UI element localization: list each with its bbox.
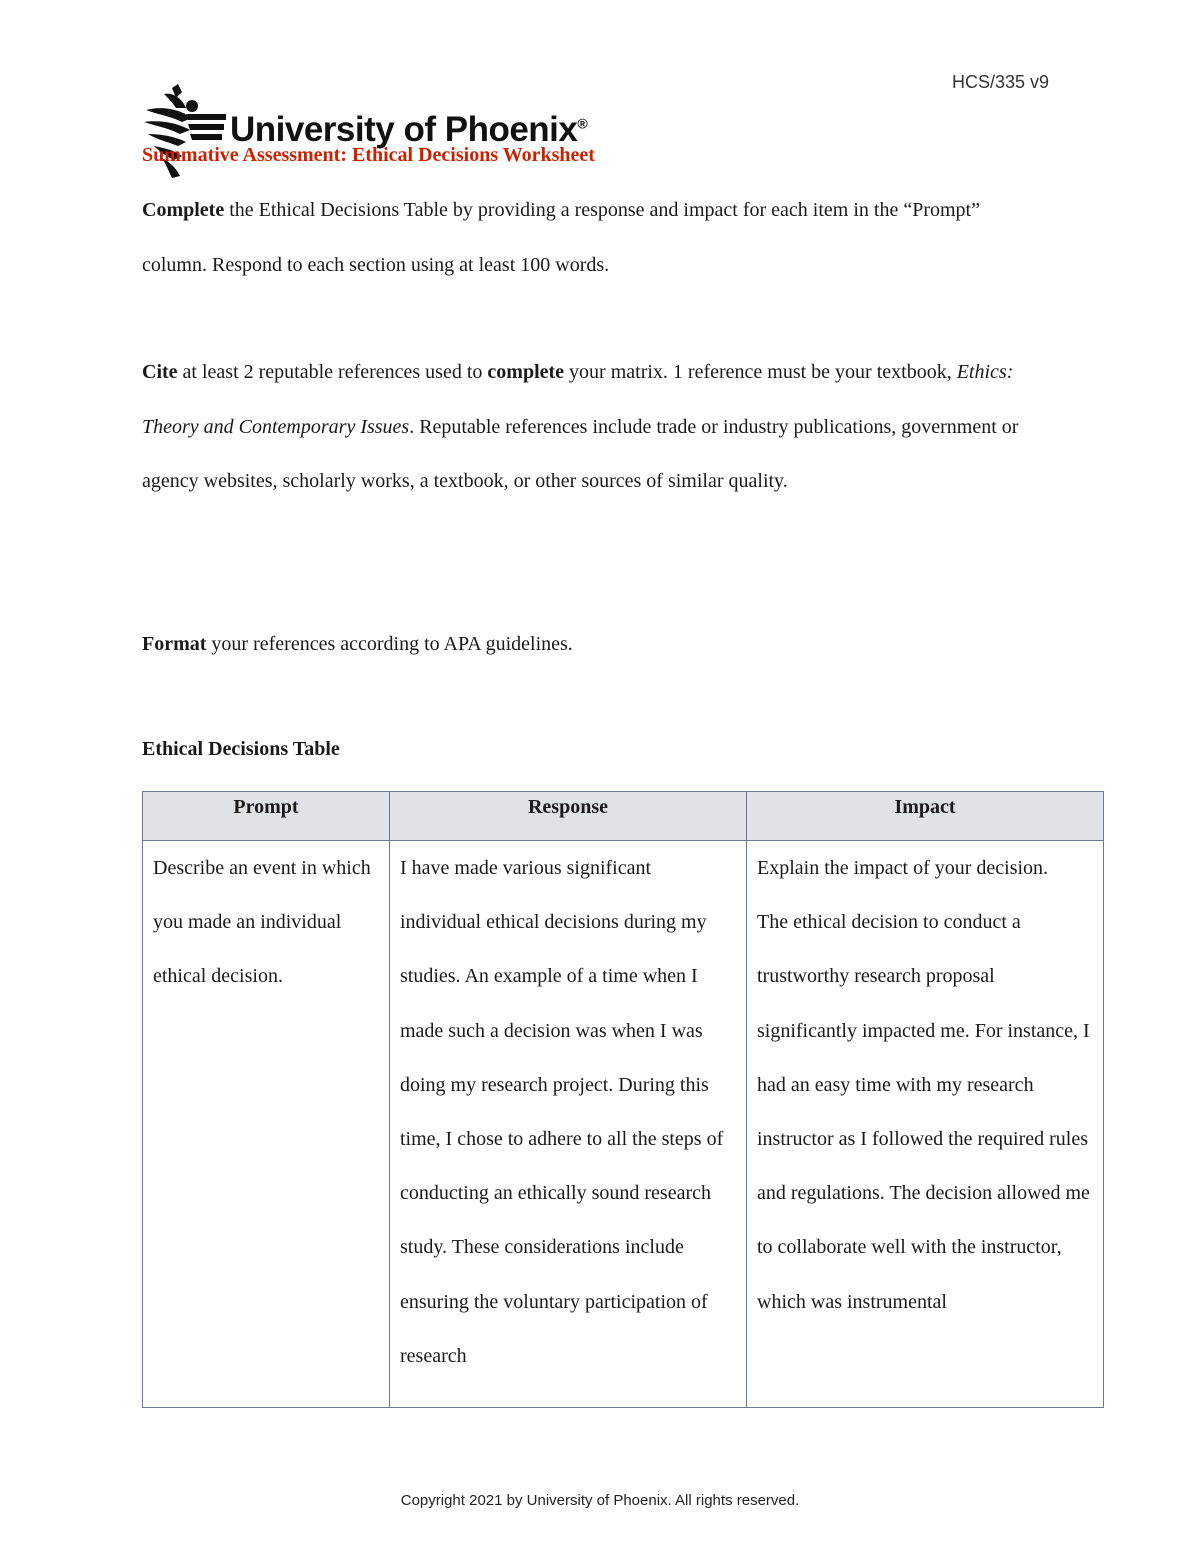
instructions-format: Format your references according to APA guidelines. xyxy=(142,633,573,655)
table-row xyxy=(143,841,1104,1408)
keyword-complete: Complete xyxy=(142,199,225,221)
column-header-response: Response xyxy=(390,792,747,841)
instructions-complete: Complete the Ethical Decisions Table by providing a response and impact for each item in the “Prompt” column. Respond to each section using at least 100 words. xyxy=(142,199,980,276)
table-heading: Ethical Decisions Table xyxy=(142,738,340,760)
table-header-row xyxy=(143,792,1104,841)
keyword-format: Format xyxy=(142,633,207,655)
impact-response-text: The ethical decision to conduct a trustworthy research proposal significantly impacted me. For instance, I had an easy time with my research instructor as I followed the required rules and regulations. The decision allowed me to collaborate well with the instructor, which was instrumental xyxy=(757,911,1090,1313)
document-title: Summative Assessment: Ethical Decisions Worksheet xyxy=(142,144,595,166)
course-code: HCS/335 v9 xyxy=(952,72,1050,92)
copyright-footer: Copyright 2021 by University of Phoenix. All rights reserved. xyxy=(400,1492,800,1509)
response-cell: I have made various significant individual ethical decisions during my studies. An example of a time when I made such a decision was when I was doing my research project. During this time, I chose to adhere to all the steps of conducting an ethically sound research study. These considerations include ensuring the voluntary participation of research xyxy=(390,841,747,1408)
prompt-cell: Describe an event in which you made an individual ethical decision. xyxy=(143,841,390,1408)
column-header-impact: Impact xyxy=(747,792,1104,841)
ethical-decisions-table xyxy=(142,791,1104,1408)
keyword-complete-2: complete xyxy=(487,361,565,383)
column-header-prompt: Prompt xyxy=(143,792,390,841)
instructions-cite: Cite at least 2 reputable references used to complete your matrix. 1 reference must be your textbook, Ethics: Theory and Contemporary Issues. Reputable references include trade or industry publications, government or agency websites, scholarly works, a textbook, or other sources of similar quality. xyxy=(142,361,1019,492)
impact-cell xyxy=(747,841,1104,1408)
keyword-cite: Cite xyxy=(142,361,178,383)
impact-prompt-text: Explain the impact of your decision. xyxy=(757,857,1049,879)
logo-wordmark: University of Phoenix® xyxy=(230,110,588,149)
textbook-title: Ethics: Theory and Contemporary Issues xyxy=(142,361,1014,438)
